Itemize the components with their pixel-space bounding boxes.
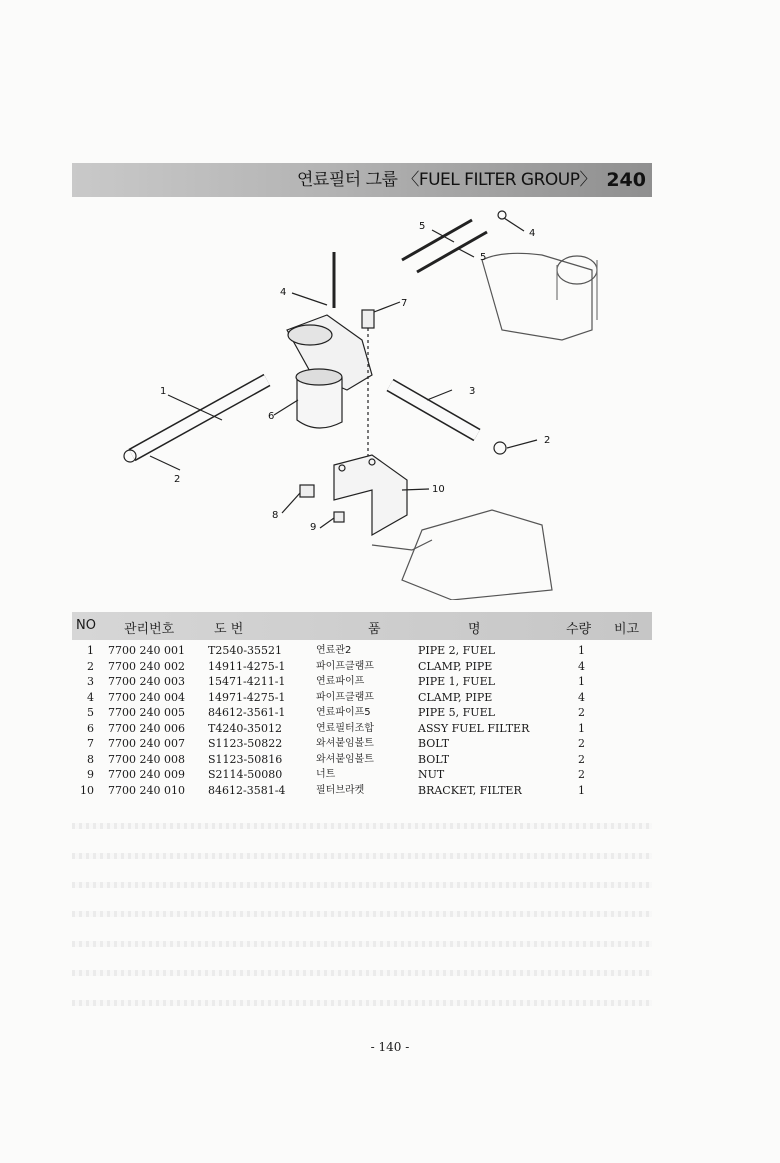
callout-8: 8 [272,510,279,521]
scan-noise-line [72,882,652,888]
row-name-en: BOLT [418,737,450,750]
callout-4a: 4 [280,287,287,298]
row-no: 3 [87,675,94,688]
page-number: - 140 - [370,1040,410,1054]
row-mgmt: 7700 240 003 [108,675,185,688]
row-name-en: PIPE 1, FUEL [418,675,495,688]
col-mgmt-no: 관리번호 [124,622,175,637]
callout-2b: 2 [544,435,551,446]
table-row [72,783,652,799]
col-drawing-no: 도 번 [214,622,244,637]
callout-4b: 4 [529,228,536,239]
row-drawing: S1123-50816 [208,752,283,766]
row-drawing: 84612-3581-4 [208,783,286,797]
table-row [72,752,652,768]
section-title: 연료필터 그룹 〈FUEL FILTER GROUP〉 [296,170,596,190]
table-row [72,690,652,706]
row-qty: 2 [578,768,585,781]
row-qty: 2 [578,737,585,750]
row-qty: 1 [578,783,585,797]
scan-noise-line [72,911,652,917]
table-row [72,736,652,752]
row-drawing: T2540-35521 [208,644,283,657]
row-mgmt: 7700 240 008 [108,752,185,766]
row-qty: 1 [578,721,585,735]
row-qty: 1 [578,675,585,688]
group-number: 240 [606,169,646,191]
row-name-kr: 너트 [316,769,336,780]
callout-5b: 5 [480,252,487,263]
table-row [72,659,652,675]
parts-table-header [72,612,652,640]
row-qty: 4 [578,659,585,673]
row-name-en: NUT [418,768,445,781]
col-qty: 수량 [566,622,592,637]
row-no: 9 [87,768,94,781]
table-row [72,674,652,690]
row-mgmt: 7700 240 002 [108,659,185,673]
row-no: 6 [87,721,94,735]
row-qty: 1 [578,644,585,657]
row-no: 5 [87,706,94,719]
exploded-parts-diagram [72,200,652,600]
col-no: NO [76,618,96,633]
scan-noise-line [72,970,652,976]
row-name-kr: 필터브라켓 [316,784,365,796]
row-no: 10 [80,783,94,797]
table-row [72,643,652,659]
parts-table-body [72,643,652,798]
callout-7: 7 [401,298,408,309]
row-name-kr: 파이프클램프 [316,691,374,703]
row-mgmt: 7700 240 004 [108,690,185,704]
row-name-kr: 와셔붙임볼트 [316,738,374,749]
scan-noise-line [72,823,652,829]
row-name-en: PIPE 5, FUEL [418,706,495,719]
row-qty: 2 [578,752,585,766]
row-mgmt: 7700 240 006 [108,721,185,735]
row-no: 8 [87,752,94,766]
row-mgmt: 7700 240 005 [108,706,185,719]
scan-noise-line [72,853,652,859]
row-name-kr: 연료파이프 [316,676,365,687]
callout-5a: 5 [419,221,426,232]
row-drawing: S2114-50080 [208,768,283,781]
row-mgmt: 7700 240 010 [108,783,185,797]
row-name-kr: 연료필터조합 [316,722,374,734]
row-no: 7 [87,737,94,750]
callout-9: 9 [310,522,317,533]
table-row [72,767,652,783]
row-drawing: 14911-4275-1 [208,659,286,673]
callout-1: 1 [160,386,167,397]
row-drawing: T4240-35012 [208,721,283,735]
callout-6: 6 [268,411,275,422]
row-no: 4 [87,690,94,704]
row-name-en: BRACKET, FILTER [418,783,522,797]
row-name-en: CLAMP, PIPE [418,690,493,704]
row-name-en: CLAMP, PIPE [418,659,493,673]
row-name-en: PIPE 2, FUEL [418,644,495,657]
section-header [72,163,652,197]
row-no: 2 [87,659,94,673]
scan-noise-line [72,941,652,947]
row-drawing: 84612-3561-1 [208,706,286,719]
table-row [72,705,652,721]
scan-noise-line [72,1000,652,1006]
row-no: 1 [87,644,94,657]
row-name-kr: 연료파이프5 [316,707,371,718]
row-name-kr: 와셔붙임볼트 [316,753,374,765]
callout-2a: 2 [174,474,181,485]
col-name-b: 명 [468,622,481,637]
row-mgmt: 7700 240 009 [108,768,185,781]
row-mgmt: 7700 240 007 [108,737,185,750]
col-name-a: 품 [368,622,381,637]
row-name-kr: 파이프클램프 [316,660,374,672]
row-mgmt: 7700 240 001 [108,644,185,657]
row-drawing: S1123-50822 [208,737,283,750]
row-name-en: BOLT [418,752,450,766]
row-name-en: ASSY FUEL FILTER [418,721,530,735]
col-remarks: 비고 [614,622,640,637]
table-row [72,721,652,737]
row-name-kr: 연료관2 [316,645,352,656]
row-qty: 4 [578,690,585,704]
row-drawing: 14971-4275-1 [208,690,286,704]
callout-3: 3 [469,386,476,397]
callout-10: 10 [432,484,445,495]
row-drawing: 15471-4211-1 [208,675,286,688]
row-qty: 2 [578,706,585,719]
